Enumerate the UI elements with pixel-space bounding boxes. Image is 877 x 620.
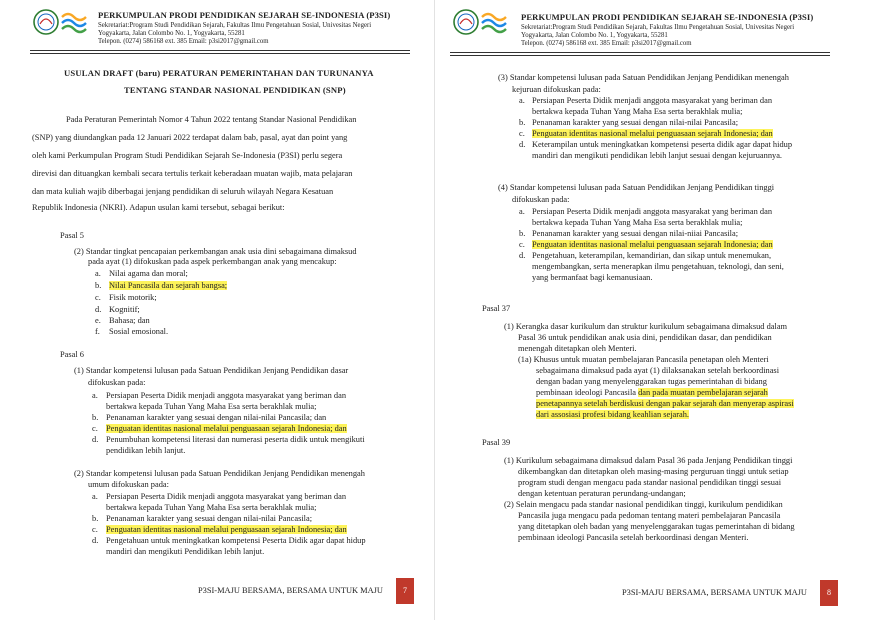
ayat-text: (1) Kerangka dasar kurikulum dan struktur kurikulum sebagaimana dimaksud dalam bbox=[504, 322, 788, 331]
ayat-text: (2) Standar tingkat pencapaian perkembangan anak usia dini sebagaimana dimaksud bbox=[74, 247, 357, 256]
org-address-line: Yogyakarta, Jalan Colombo No. 1, Yogyakarta, 55281 bbox=[521, 32, 668, 39]
sub-ayat-text: sebagaimana dimaksud pada ayat (1) dilaksanakan setelah berkoordinasi bbox=[536, 366, 780, 375]
list-marker: c. bbox=[519, 240, 525, 249]
list-marker: a. bbox=[95, 269, 101, 278]
ayat-text: (1) Standar kompetensi lulusan pada Satuan Pendidikan Jenjang Pendidikan dasar bbox=[74, 366, 349, 375]
header-rule bbox=[30, 53, 410, 54]
org-contact: Telepon. (0274) 586168 ext. 385 Email: p3si2017@gmail.com bbox=[521, 40, 692, 47]
ayat-text: pada ayat (1) difokuskan pada aspek perkembangan anak yang mencakup: bbox=[88, 257, 337, 266]
list-item: bertakwa kepada Tuhan Yang Maha Esa serta berakhlak mulia; bbox=[532, 218, 743, 227]
header-rule bbox=[450, 55, 830, 56]
org-address-line: Sekretariat:Program Studi Pendidikan Sejarah, Fakultas Ilmu Pengetahuan Sosial, Univesitas Negeri bbox=[521, 24, 795, 31]
list-marker: d. bbox=[519, 140, 526, 149]
list-item: Pengetahuan untuk meningkatkan kompetensi Peserta Didik agar dapat hidup bbox=[106, 536, 366, 545]
list-item: Keterampilan untuk meningkatkan kompetensi peserta didik agar dapat hidup bbox=[532, 140, 793, 149]
org-name: PERKUMPULAN PRODI PENDIDIKAN SEJARAH SE-INDONESIA (P3SI) bbox=[98, 10, 391, 20]
list-item: mandiri dan mengikuti Pendidikan lebih lanjut. bbox=[106, 547, 265, 556]
page-number: 7 bbox=[396, 578, 414, 604]
list-item: Penanaman karakter yang sesuai dengan nilai-nilai Pancasila; bbox=[532, 118, 739, 127]
list-item: Pengetahuan, keterampilan, kemandirian, dan sikap untuk menemukan, bbox=[532, 251, 772, 260]
list-marker: b. bbox=[92, 514, 99, 523]
list-item: Nilai agama dan moral; bbox=[109, 269, 188, 278]
list-item: Persiapan Peserta Didik menjadi anggota masyarakat yang beriman dan bbox=[532, 96, 773, 105]
list-marker: a. bbox=[92, 391, 98, 400]
intro-line: oleh kami Perkumpulan Program Studi Pendidikan Sejarah Se-Indonesia (P3SI) perlu segera bbox=[32, 151, 343, 160]
list-item: Bahasa; dan bbox=[109, 316, 150, 325]
list-item: Sosial emosional. bbox=[109, 327, 169, 336]
list-item: bertakwa kepada Tuhan Yang Maha Esa serta berakhlak mulia; bbox=[106, 402, 317, 411]
list-marker: d. bbox=[95, 305, 102, 314]
list-item: Penanaman karakter yang sesuai dengan nilai-nilai Pancasila; bbox=[106, 514, 313, 523]
header-rule bbox=[450, 52, 830, 53]
pasal-heading: Pasal 39 bbox=[482, 438, 511, 447]
ayat-text: dengan ketentuan peraturan perundang-undangan; bbox=[518, 489, 686, 498]
document-page-8 bbox=[440, 0, 870, 620]
highlighted-list-item: Penguatan identitas nasional melalui penguasaan sejarah Indonesia; dan bbox=[106, 525, 347, 534]
list-marker: c. bbox=[92, 525, 98, 534]
pasal-heading: Pasal 37 bbox=[482, 304, 511, 313]
org-address-line: Yogyakarta, Jalan Colombo No. 1, Yogyakarta, 55281 bbox=[98, 30, 245, 37]
p3si-logo-icon bbox=[32, 8, 92, 36]
list-marker: e. bbox=[95, 316, 101, 325]
ayat-text: Pasal 36 untuk pendidikan anak usia dini, pendidikan dasar, dan pendidikan bbox=[518, 333, 772, 342]
ayat-text: program studi dengan mengacu pada standar nasional pendidikan tinggi sesuai bbox=[518, 478, 782, 487]
pasal-heading: Pasal 5 bbox=[60, 231, 84, 240]
ayat-text: yang ditetapkan oleh badan yang menyelenggarakan tugas pemerintahan di bidang bbox=[518, 522, 795, 531]
page-number: 8 bbox=[820, 580, 838, 606]
org-name: PERKUMPULAN PRODI PENDIDIKAN SEJARAH SE-INDONESIA (P3SI) bbox=[521, 12, 814, 22]
highlighted-text: dan pada muatan pembelajaran sejarah bbox=[638, 388, 768, 397]
list-marker: b. bbox=[95, 281, 102, 290]
ayat-text: pembinaan ideologi Pancasila setelah berkoordinasi dengan Menteri. bbox=[518, 533, 749, 542]
intro-line: (SNP) yang diundangkan pada 12 Januari 2022 terdapat dalam bab, pasal, ayat dan point yang bbox=[32, 133, 348, 142]
list-item: Persiapan Peserta Didik menjadi anggota masyarakat yang beriman dan bbox=[532, 207, 773, 216]
intro-line: dan mata kuliah wajib diberbagai jenjang pendidikan di seluruh wilayah Negara Kesatuan bbox=[32, 187, 334, 196]
org-contact: Telepon. (0274) 586168 ext. 385 Email: p3si2017@gmail.com bbox=[98, 38, 269, 45]
list-item: Fisik motorik; bbox=[109, 293, 157, 302]
list-marker: b. bbox=[519, 118, 526, 127]
ayat-text: (3) Standar kompetensi lulusan pada Satuan Pendidikan Jenjang Pendidikan menengah bbox=[498, 73, 789, 82]
page-footer: P3SI-MAJU BERSAMA, BERSAMA UNTUK MAJU bbox=[622, 588, 807, 597]
ayat-text: difokuskan pada: bbox=[88, 378, 146, 387]
list-marker: d. bbox=[519, 251, 526, 260]
ayat-text: difokuskan pada: bbox=[512, 195, 570, 204]
header-rule bbox=[30, 50, 410, 51]
ayat-text: (1) Kurikulum sebagaimana dimaksud dalam Pasal 36 pada Jenjang Pendidikan tinggi bbox=[504, 456, 793, 465]
highlighted-list-item: Penguatan identitas nasional melalui penguasaan sejarah Indonesia; dan bbox=[106, 424, 347, 433]
pasal-heading: Pasal 6 bbox=[60, 350, 84, 359]
ayat-text: (4) Standar kompetensi lulusan pada Satuan Pendidikan Jenjang Pendidikan tinggi bbox=[498, 183, 775, 192]
list-item: bertakwa kepada Tuhan Yang Maha Esa serta berakhlak mulia; bbox=[106, 503, 317, 512]
sub-ayat-text: (1a) Khusus untuk muatan pembelajaran Pancasila penetapan oleh Menteri bbox=[518, 355, 769, 364]
ayat-text: (2) Standar kompetensi lulusan pada Satuan Pendidikan Jenjang Pendidikan menengah bbox=[74, 469, 365, 478]
list-marker: c. bbox=[519, 129, 525, 138]
list-item: Persiapan Peserta Didik menjadi anggota masyarakat yang beriman dan bbox=[106, 492, 347, 501]
list-marker: b. bbox=[92, 413, 99, 422]
list-marker: f. bbox=[95, 327, 100, 336]
sub-ayat-text: pembinaan ideologi Pancasila bbox=[536, 388, 639, 397]
page-divider bbox=[434, 0, 435, 620]
ayat-text: menengah ditetapkan oleh Menteri. bbox=[518, 344, 637, 353]
p3si-logo-icon bbox=[452, 8, 512, 36]
ayat-text: dikembangkan dan ditetapkan oleh masing-masing perguruan tinggi untuk setiap bbox=[518, 467, 789, 476]
list-item: Kognitif; bbox=[109, 305, 140, 314]
intro-line: direvisi dan dituangkan kembali secara tertulis terkait keberadaan muatan wajib, mata pelajaran bbox=[32, 169, 353, 178]
list-marker: a. bbox=[519, 207, 525, 216]
list-item: yang bermanfaat bagi kemanusiaan. bbox=[532, 273, 653, 282]
list-item: Penanaman karakter yang sesuai dengan nilai-nilai Pancasila; dan bbox=[106, 413, 327, 422]
list-marker: d. bbox=[92, 536, 99, 545]
list-item: Penanaman karakter yang sesuai dengan nilai-niiai Pancasila; bbox=[532, 229, 739, 238]
intro-line: Pada Peraturan Pemerintah Nomor 4 Tahun 2022 tentang Standar Nasional Pendidikan bbox=[66, 115, 357, 124]
highlighted-list-item: Penguatan identitas nasional melalui penguasaan sejarah Indonesia; dan bbox=[532, 240, 773, 249]
list-marker: d. bbox=[92, 435, 99, 444]
highlighted-text: dari assosiasi profesi bidang keahlian sejarah. bbox=[536, 410, 690, 419]
ayat-text: (2) Selain mengacu pada standar nasional pendidikan tinggi, kurikulum pendidikan bbox=[504, 500, 783, 509]
list-item: Penumbuhan kompetensi literasi dan numerasi peserta didik untuk mengikuti bbox=[106, 435, 365, 444]
list-item: mengembangkan, serta menerapkan ilmu pengetahuan, teknologi, dan seni, bbox=[532, 262, 784, 271]
sub-ayat-text: dengan badan yang menyelenggarakan tugas pemerintahan di bidang bbox=[536, 377, 767, 386]
document-page-7 bbox=[0, 0, 430, 620]
page-footer: P3SI-MAJU BERSAMA, BERSAMA UNTUK MAJU bbox=[198, 586, 383, 595]
highlighted-list-item: Nilai Pancasila dan sejarah bangsa; bbox=[109, 281, 228, 290]
intro-line: Republik Indonesia (NKRI). Adapun usulan kami tersebut, sebagai berikut: bbox=[32, 203, 285, 212]
list-item: Persiapan Peserta Didik menjadi anggota masyarakat yang beriman dan bbox=[106, 391, 347, 400]
list-marker: a. bbox=[92, 492, 98, 501]
document-title: USULAN DRAFT (baru) PERATURAN PEMERINTAHAN DAN TURUNANYA bbox=[64, 68, 374, 78]
list-item: mandiri dan mengikuti pendidikan lebih lanjut sesuai dengan kejuruannya. bbox=[532, 151, 783, 160]
list-marker: a. bbox=[519, 96, 525, 105]
list-marker: b. bbox=[519, 229, 526, 238]
highlighted-text: penetapannya setelah berdiskusi dengan pakar sejarah dan menyerap aspirasi bbox=[536, 399, 794, 408]
ayat-text: Pancasila juga mengacu pada pedoman tentang materi pembelajaran Pancasila bbox=[518, 511, 781, 520]
list-item: bertakwa kepada Tuhan Yang Maha Esa serta berakhlak mulia; bbox=[532, 107, 743, 116]
org-address-line: Sekretariat:Program Studi Pendidikan Sejarah, Fakultas Ilmu Pengetahuan Sosial, Univesitas Negeri bbox=[98, 22, 372, 29]
highlighted-list-item: Penguatan identitas nasional melalui penguasaan sejarah Indonesia; dan bbox=[532, 129, 773, 138]
list-item: pendidikan lebih lanjut. bbox=[106, 446, 186, 455]
list-marker: c. bbox=[92, 424, 98, 433]
ayat-text: kejuruan difokuskan pada: bbox=[512, 85, 601, 94]
document-title: TENTANG STANDAR NASIONAL PENDIDIKAN (SNP) bbox=[124, 85, 346, 95]
ayat-text: umum difokuskan pada: bbox=[88, 480, 169, 489]
list-marker: c. bbox=[95, 293, 101, 302]
